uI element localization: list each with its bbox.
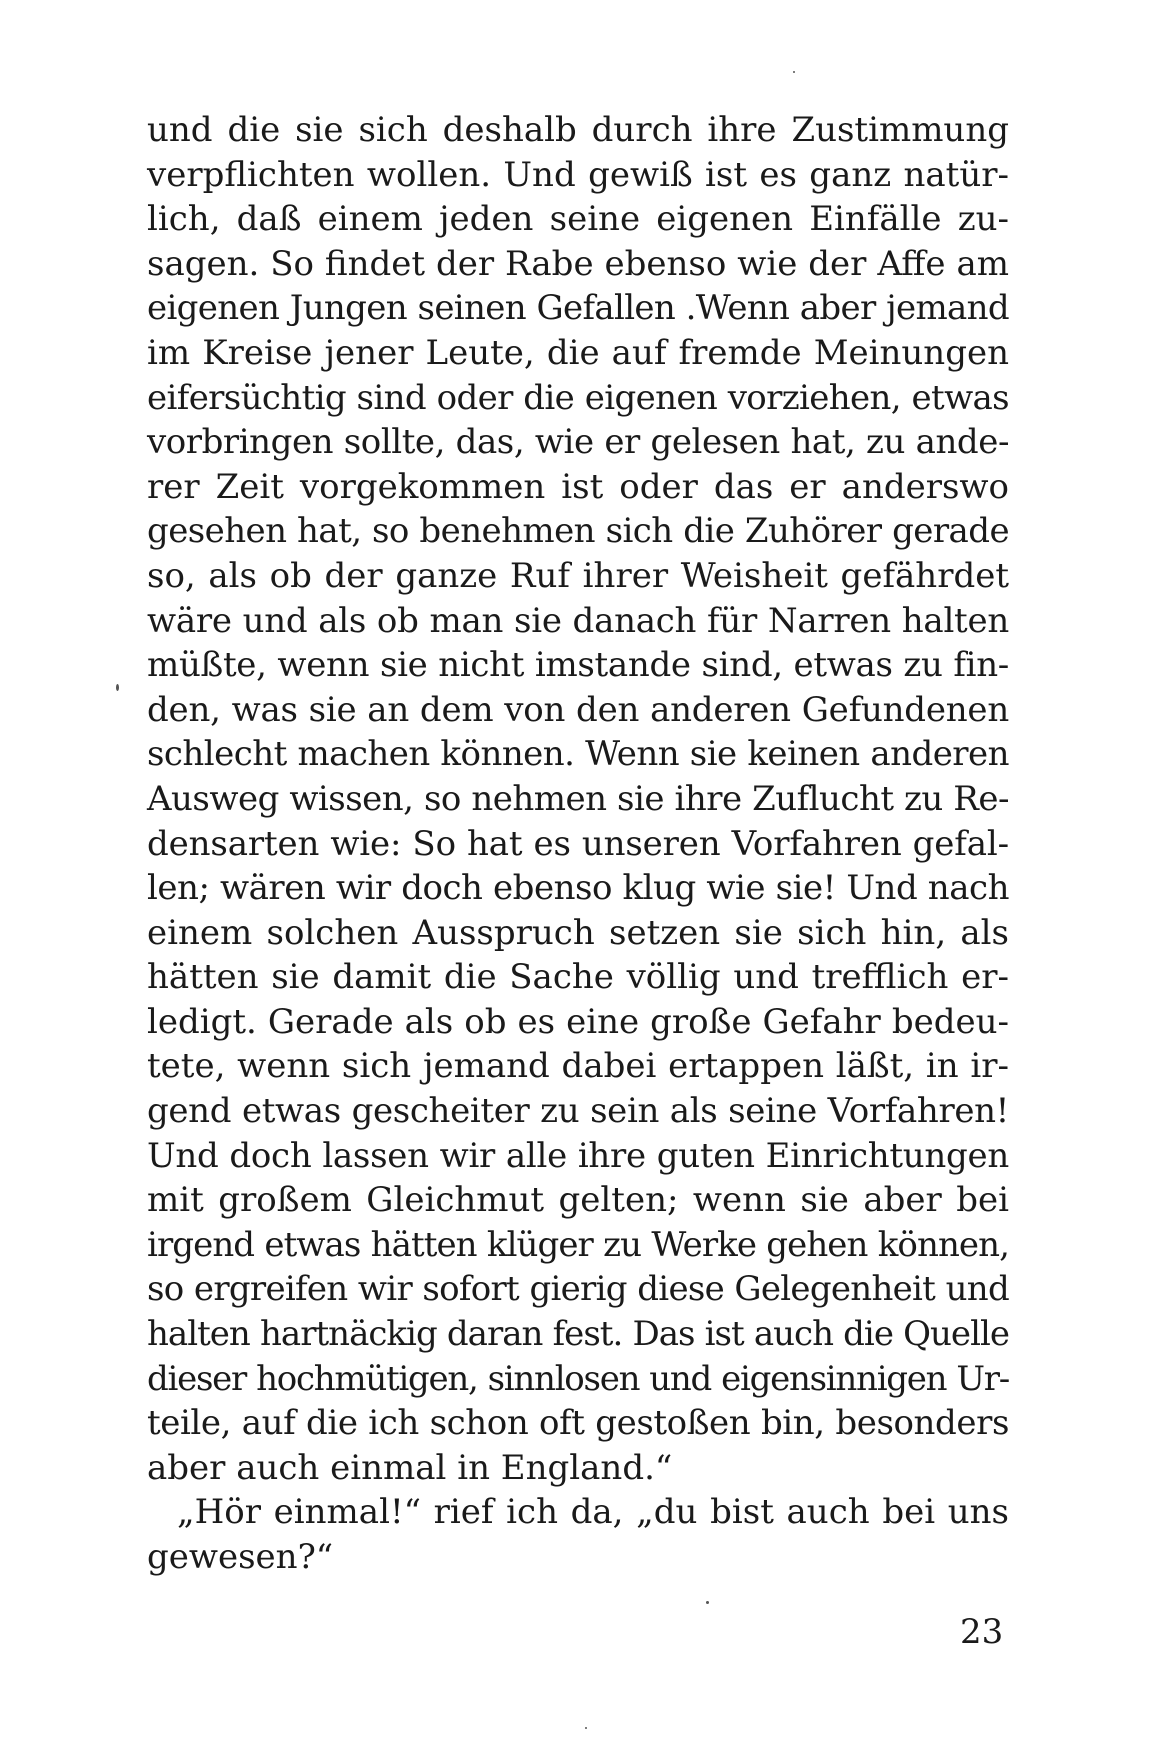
text-line: den, was sie an dem von den anderen Gefundenen — [147, 689, 1009, 730]
scan-speck — [585, 1727, 587, 1729]
body-text — [147, 108, 1009, 1580]
paragraph-1 — [147, 108, 1009, 1490]
scan-speck — [116, 684, 119, 691]
text-line: gesehen hat, so benehmen sich die Zuhörer gerade — [147, 511, 1009, 552]
text-line: „Hör einmal!“ rief ich da, „du bist auch bei uns — [177, 1492, 1009, 1533]
text-line: aber auch einmal in England.“ — [147, 1447, 673, 1488]
text-line: halten hartnäckig daran fest. Das ist auch die Quelle — [147, 1314, 1009, 1355]
scan-speck — [706, 1601, 709, 1604]
text-line: vorbringen sollte, das, wie er gelesen hat, zu ande- — [147, 422, 1009, 463]
text-line: schlecht machen können. Wenn sie keinen anderen — [147, 734, 1009, 775]
text-line: einem solchen Ausspruch setzen sie sich hin, als — [147, 912, 1009, 953]
text-line: ledigt. Gerade als ob es eine große Gefahr bedeu- — [147, 1001, 1009, 1042]
text-line: mit großem Gleichmut gelten; wenn sie aber bei — [147, 1180, 1009, 1221]
scan-speck — [793, 71, 795, 73]
text-line: gend etwas gescheiter zu sein als seine Vorfahren! — [147, 1091, 1009, 1132]
text-line: irgend etwas hätten klüger zu Werke gehen können, — [147, 1224, 1009, 1265]
text-line: eifersüchtig sind oder die eigenen vorziehen, etwas — [147, 377, 1009, 418]
text-line: densarten wie: So hat es unseren Vorfahren gefal- — [147, 823, 1009, 864]
text-line: im Kreise jener Leute, die auf fremde Meinungen — [147, 332, 1009, 373]
text-line: len; wären wir doch ebenso klug wie sie! Und nach — [147, 868, 1009, 909]
text-line: lich, daß einem jeden seine eigenen Einfälle zu- — [147, 199, 1009, 240]
text-line: müßte, wenn sie nicht imstande sind, etwas zu fin- — [147, 645, 1009, 686]
text-line: und die sie sich deshalb durch ihre Zustimmung — [147, 110, 1009, 150]
text-line: wäre und als ob man sie danach für Narren halten — [147, 600, 1009, 641]
text-line: sagen. So findet der Rabe ebenso wie der Affe am — [147, 243, 1009, 284]
text-line: Und doch lassen wir alle ihre guten Einrichtungen — [147, 1135, 1009, 1176]
text-line: eigenen Jungen seinen Gefallen .Wenn aber jemand — [147, 288, 1009, 329]
text-line: tete, wenn sich jemand dabei ertappen läßt, in ir- — [147, 1046, 1009, 1087]
page-number: 23 — [960, 1612, 1004, 1652]
text-line: verpflichten wollen. Und gewiß ist es ganz natür- — [147, 154, 1009, 195]
text-line: hätten sie damit die Sache völlig und trefflich er- — [147, 957, 1009, 998]
text-line: so ergreifen wir sofort gierig diese Gelegenheit und — [147, 1269, 1009, 1310]
text-line: so, als ob der ganze Ruf ihrer Weisheit gefährdet — [147, 555, 1009, 596]
text-line: rer Zeit vorgekommen ist oder das er anderswo — [147, 466, 1009, 507]
text-line: dieser hochmütigen, sinnlosen und eigensinnigen Ur- — [147, 1358, 1009, 1399]
text-line: gewesen?“ — [147, 1537, 334, 1577]
paragraph-2 — [147, 1490, 1009, 1579]
text-line: Ausweg wissen, so nehmen sie ihre Zuflucht zu Re- — [147, 778, 1009, 819]
text-line: teile, auf die ich schon oft gestoßen bin, besonders — [147, 1403, 1009, 1444]
